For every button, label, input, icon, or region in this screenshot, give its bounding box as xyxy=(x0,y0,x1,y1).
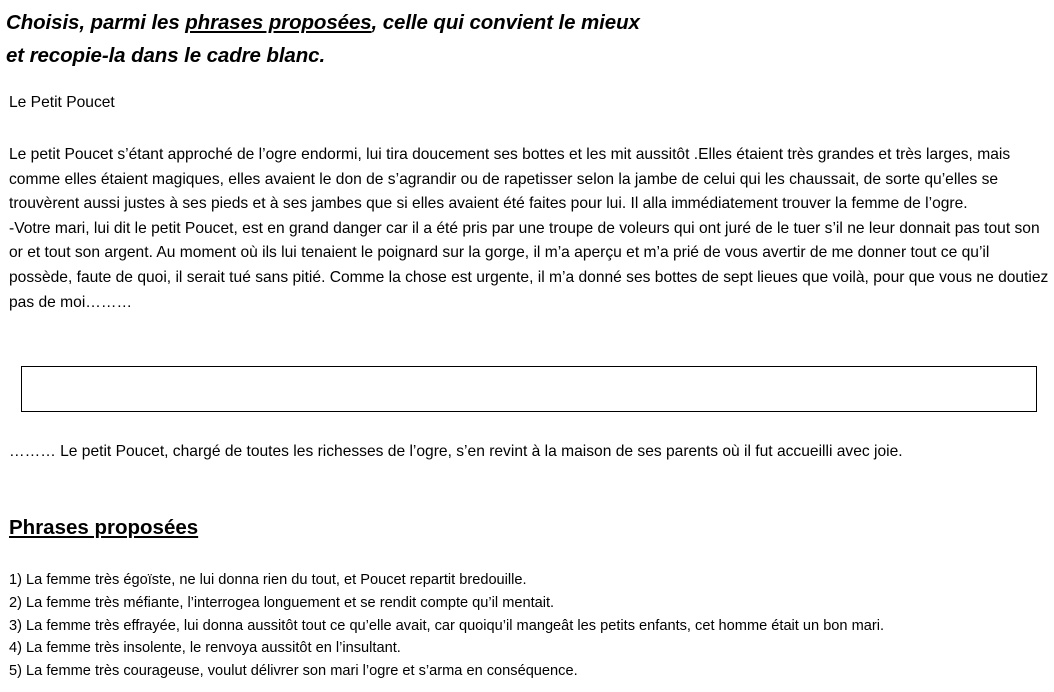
answer-input[interactable] xyxy=(22,367,1036,411)
proposed-sentence-1[interactable]: 1) La femme très égoïste, ne lui donna rien du tout, et Poucet repartit bredouille. xyxy=(9,572,527,588)
story-paragraph-1: Le petit Poucet s’étant approché de l’ogre endormi, lui tira doucement ses bottes et les mit aussitôt .Elles étaient très grandes et très larges, mais comme elles étaient magiques, elles avaient le don de s’agrandir ou de rapetisser selon la jambe de celui qui les chaussait, de sorte qu’elles se trouvèrent aussi justes à ses pieds et à ses jambes que si elles avaient été faites pour lui. Il alla immédiatement trouver la femme de l’ogre. xyxy=(9,146,1011,213)
proposed-sentences-title: Phrases proposées xyxy=(9,516,199,539)
proposed-sentence-3[interactable]: 3) La femme très effrayée, lui donna aussitôt tout ce qu’elle avait, car quoiqu’il mangeât les petits enfants, cet homme était un bon mari. xyxy=(9,617,885,634)
proposed-sentences-list xyxy=(9,569,1049,683)
instruction-text-end: , celle qui convient le mieux xyxy=(371,11,640,34)
story-title: Le Petit Poucet xyxy=(9,94,115,111)
proposed-sentence-4[interactable]: 4) La femme très insolente, le renvoya aussitôt en l’insultant. xyxy=(9,640,401,657)
story-ending: ……… Le petit Poucet, chargé de toutes les richesses de l’ogre, s’en revint à la maison de ses parents où il fut accueilli avec joie. xyxy=(9,443,903,460)
instruction xyxy=(6,6,1046,72)
instruction-line-1 xyxy=(6,6,1046,39)
instruction-line-2: et recopie-la dans le cadre blanc. xyxy=(6,44,326,67)
proposed-sentence-2[interactable]: 2) La femme très méfiante, l’interrogea longuement et se rendit compte qu’il mentait. xyxy=(9,594,555,611)
instruction-text-start: Choisis, parmi les xyxy=(6,11,186,34)
story-text xyxy=(9,143,1049,315)
answer-box[interactable] xyxy=(21,366,1037,412)
story-paragraph-2: -Votre mari, lui dit le petit Poucet, est en grand danger car il a été pris par une troupe de voleurs qui ont juré de le tuer s’il ne leur donnait pas tout son or et tout son argent. Au moment où ils lui tenaient le poignard sur la gorge, il m’a aperçu et m’a prié de vous avertir de me donner tout ce qu’il possède, faute de quoi, il serait tué sans pitié. Comme la chose est urgente, il m’a donné ses bottes de sept lieues que voilà, pour que vous ne doutiez pas de moi……… xyxy=(9,219,1049,311)
instruction-underlined-text: phrases proposées xyxy=(185,11,372,34)
proposed-sentence-5[interactable]: 5) La femme très courageuse, voulut délivrer son mari l’ogre et s’arma en conséquence. xyxy=(9,663,578,680)
